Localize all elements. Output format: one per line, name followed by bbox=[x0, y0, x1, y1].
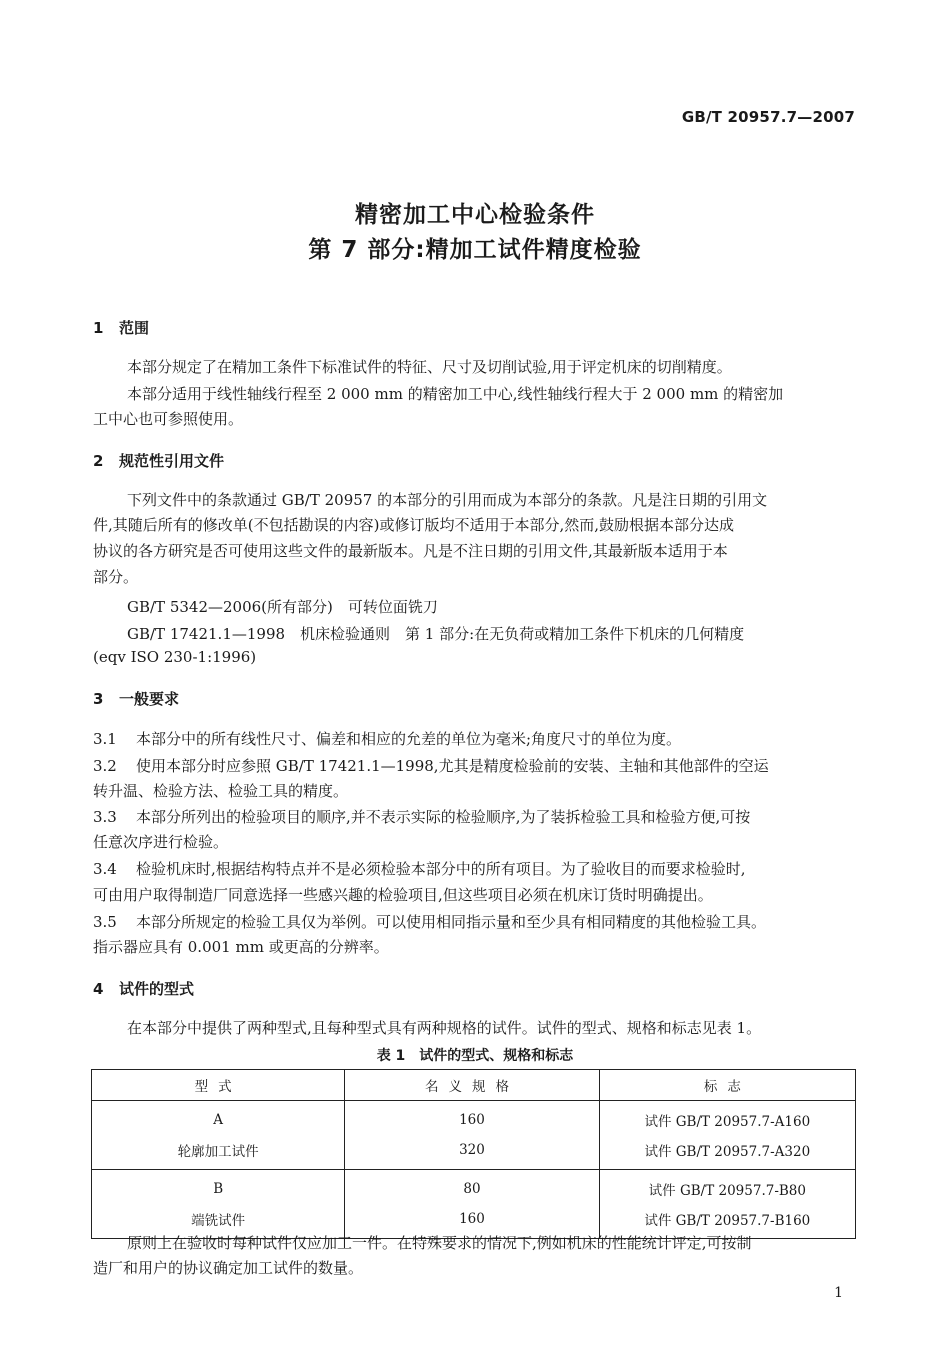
paragraph: 件,其随后所有的修改单(不包括勘误的内容)或修订版均不适用于本部分,然而,鼓励根据本部分达成 bbox=[93, 516, 735, 534]
clause-number: 3.1 bbox=[93, 730, 117, 748]
table-cell: A bbox=[92, 1101, 345, 1136]
table-header-cell: 型式 bbox=[92, 1070, 345, 1101]
paragraph: 工中心也可参照使用。 bbox=[93, 410, 244, 428]
section-number: 2 bbox=[93, 452, 104, 470]
clause-continuation: 可由用户取得制造厂同意选择一些感兴趣的检验项目,但这些项目必须在机床订货时明确提出。 bbox=[93, 886, 713, 904]
section-1-heading bbox=[93, 317, 149, 338]
clause bbox=[93, 806, 750, 827]
table-row bbox=[92, 1101, 856, 1136]
clause-number: 3.4 bbox=[93, 860, 117, 878]
paragraph: 下列文件中的条款通过 GB/T 20957 的本部分的引用而成为本部分的条款。凡是注日期的引用文 bbox=[127, 491, 768, 509]
clause-continuation: 转升温、检验方法、检验工具的精度。 bbox=[93, 782, 349, 800]
section-2-heading bbox=[93, 450, 224, 471]
clause-text: 本部分所列出的检验项目的顺序,并不表示实际的检验顺序,为了装拆检验工具和检验方便,可按 bbox=[136, 808, 751, 826]
table-cell: 试件 GB/T 20957.7-B80 bbox=[599, 1170, 855, 1205]
table-cell: 端铣试件 bbox=[92, 1204, 345, 1239]
table-cell: 试件 GB/T 20957.7-A160 bbox=[599, 1101, 855, 1136]
table-row bbox=[92, 1135, 856, 1170]
clause bbox=[93, 755, 769, 776]
section-4-heading bbox=[93, 978, 194, 999]
paragraph: 造厂和用户的协议确定加工试件的数量。 bbox=[93, 1259, 364, 1277]
clause bbox=[93, 911, 766, 932]
section-3-heading bbox=[93, 688, 179, 709]
table-cell: 轮廓加工试件 bbox=[92, 1135, 345, 1170]
page-number: 1 bbox=[834, 1285, 843, 1301]
clause-text: 本部分中的所有线性尺寸、偏差和相应的允差的单位为毫米;角度尺寸的单位为度。 bbox=[136, 730, 682, 748]
table-caption: 表 1 试件的型式、规格和标志 bbox=[376, 1048, 574, 1064]
document-title-line2: 第 7 部分:精加工试件精度检验 bbox=[308, 237, 642, 263]
table-cell: 试件 GB/T 20957.7-B160 bbox=[599, 1204, 855, 1239]
clause-text: 使用本部分时应参照 GB/T 17421.1—1998,尤其是精度检验前的安装、主轴和其他部件的空运 bbox=[136, 757, 769, 775]
table-cell: 160 bbox=[345, 1204, 599, 1239]
table-header-cell: 标志 bbox=[599, 1070, 855, 1101]
clause-continuation: 任意次序进行检验。 bbox=[93, 833, 229, 851]
paragraph: 本部分适用于线性轴线行程至 2 000 mm 的精密加工中心,线性轴线行程大于 2 000 mm 的精密加 bbox=[127, 385, 784, 403]
table-header-cell: 名义规格 bbox=[345, 1070, 599, 1101]
paragraph: 本部分规定了在精加工条件下标准试件的特征、尺寸及切削试验,用于评定机床的切削精度。 bbox=[127, 358, 732, 376]
table-cell: 试件 GB/T 20957.7-A320 bbox=[599, 1135, 855, 1170]
clause bbox=[93, 858, 746, 879]
clause bbox=[93, 728, 681, 749]
clause-number: 3.2 bbox=[93, 757, 117, 775]
table-row bbox=[92, 1170, 856, 1205]
table-cell: 320 bbox=[345, 1135, 599, 1170]
clause-continuation: 指示器应具有 0.001 mm 或更高的分辨率。 bbox=[93, 938, 389, 956]
section-number: 3 bbox=[93, 690, 104, 708]
table-cell: 80 bbox=[345, 1170, 599, 1205]
clause-text: 检验机床时,根据结构特点并不是必须检验本部分中的所有项目。为了验收目的而要求检验时, bbox=[136, 860, 746, 878]
reference-item: GB/T 5342—2006(所有部分) 可转位面铣刀 bbox=[127, 598, 438, 616]
table-cell: B bbox=[92, 1170, 345, 1205]
document-title-line1: 精密加工中心检验条件 bbox=[355, 202, 595, 228]
section-title: 试件的型式 bbox=[119, 980, 195, 998]
clause-number: 3.3 bbox=[93, 808, 117, 826]
paragraph: 原则上在验收时每种试件仅应加工一件。在特殊要求的情况下,例如机床的性能统计评定,可按制 bbox=[127, 1234, 752, 1252]
section-title: 范围 bbox=[119, 319, 150, 337]
standard-number: GB/T 20957.7—2007 bbox=[681, 108, 855, 126]
section-title: 规范性引用文件 bbox=[119, 452, 225, 470]
paragraph: 协议的各方研究是否可使用这些文件的最新版本。凡是不注日期的引用文件,其最新版本适用于本 bbox=[93, 542, 728, 560]
clause-text: 本部分所规定的检验工具仅为举例。可以使用相同指示量和至少具有相同精度的其他检验工具。 bbox=[136, 913, 767, 931]
section-title: 一般要求 bbox=[119, 690, 180, 708]
specimen-table bbox=[91, 1069, 856, 1239]
section-number: 1 bbox=[93, 319, 104, 337]
reference-item: (eqv ISO 230-1:1996) bbox=[93, 648, 257, 666]
section-number: 4 bbox=[93, 980, 104, 998]
table-cell: 160 bbox=[345, 1101, 599, 1136]
reference-item: GB/T 17421.1—1998 机床检验通则 第 1 部分:在无负荷或精加工条件下机床的几何精度 bbox=[127, 625, 745, 643]
clause-number: 3.5 bbox=[93, 913, 117, 931]
paragraph: 在本部分中提供了两种型式,且每种型式具有两种规格的试件。试件的型式、规格和标志见表 1。 bbox=[127, 1019, 762, 1037]
paragraph: 部分。 bbox=[93, 568, 139, 586]
table-header-row bbox=[92, 1070, 856, 1101]
